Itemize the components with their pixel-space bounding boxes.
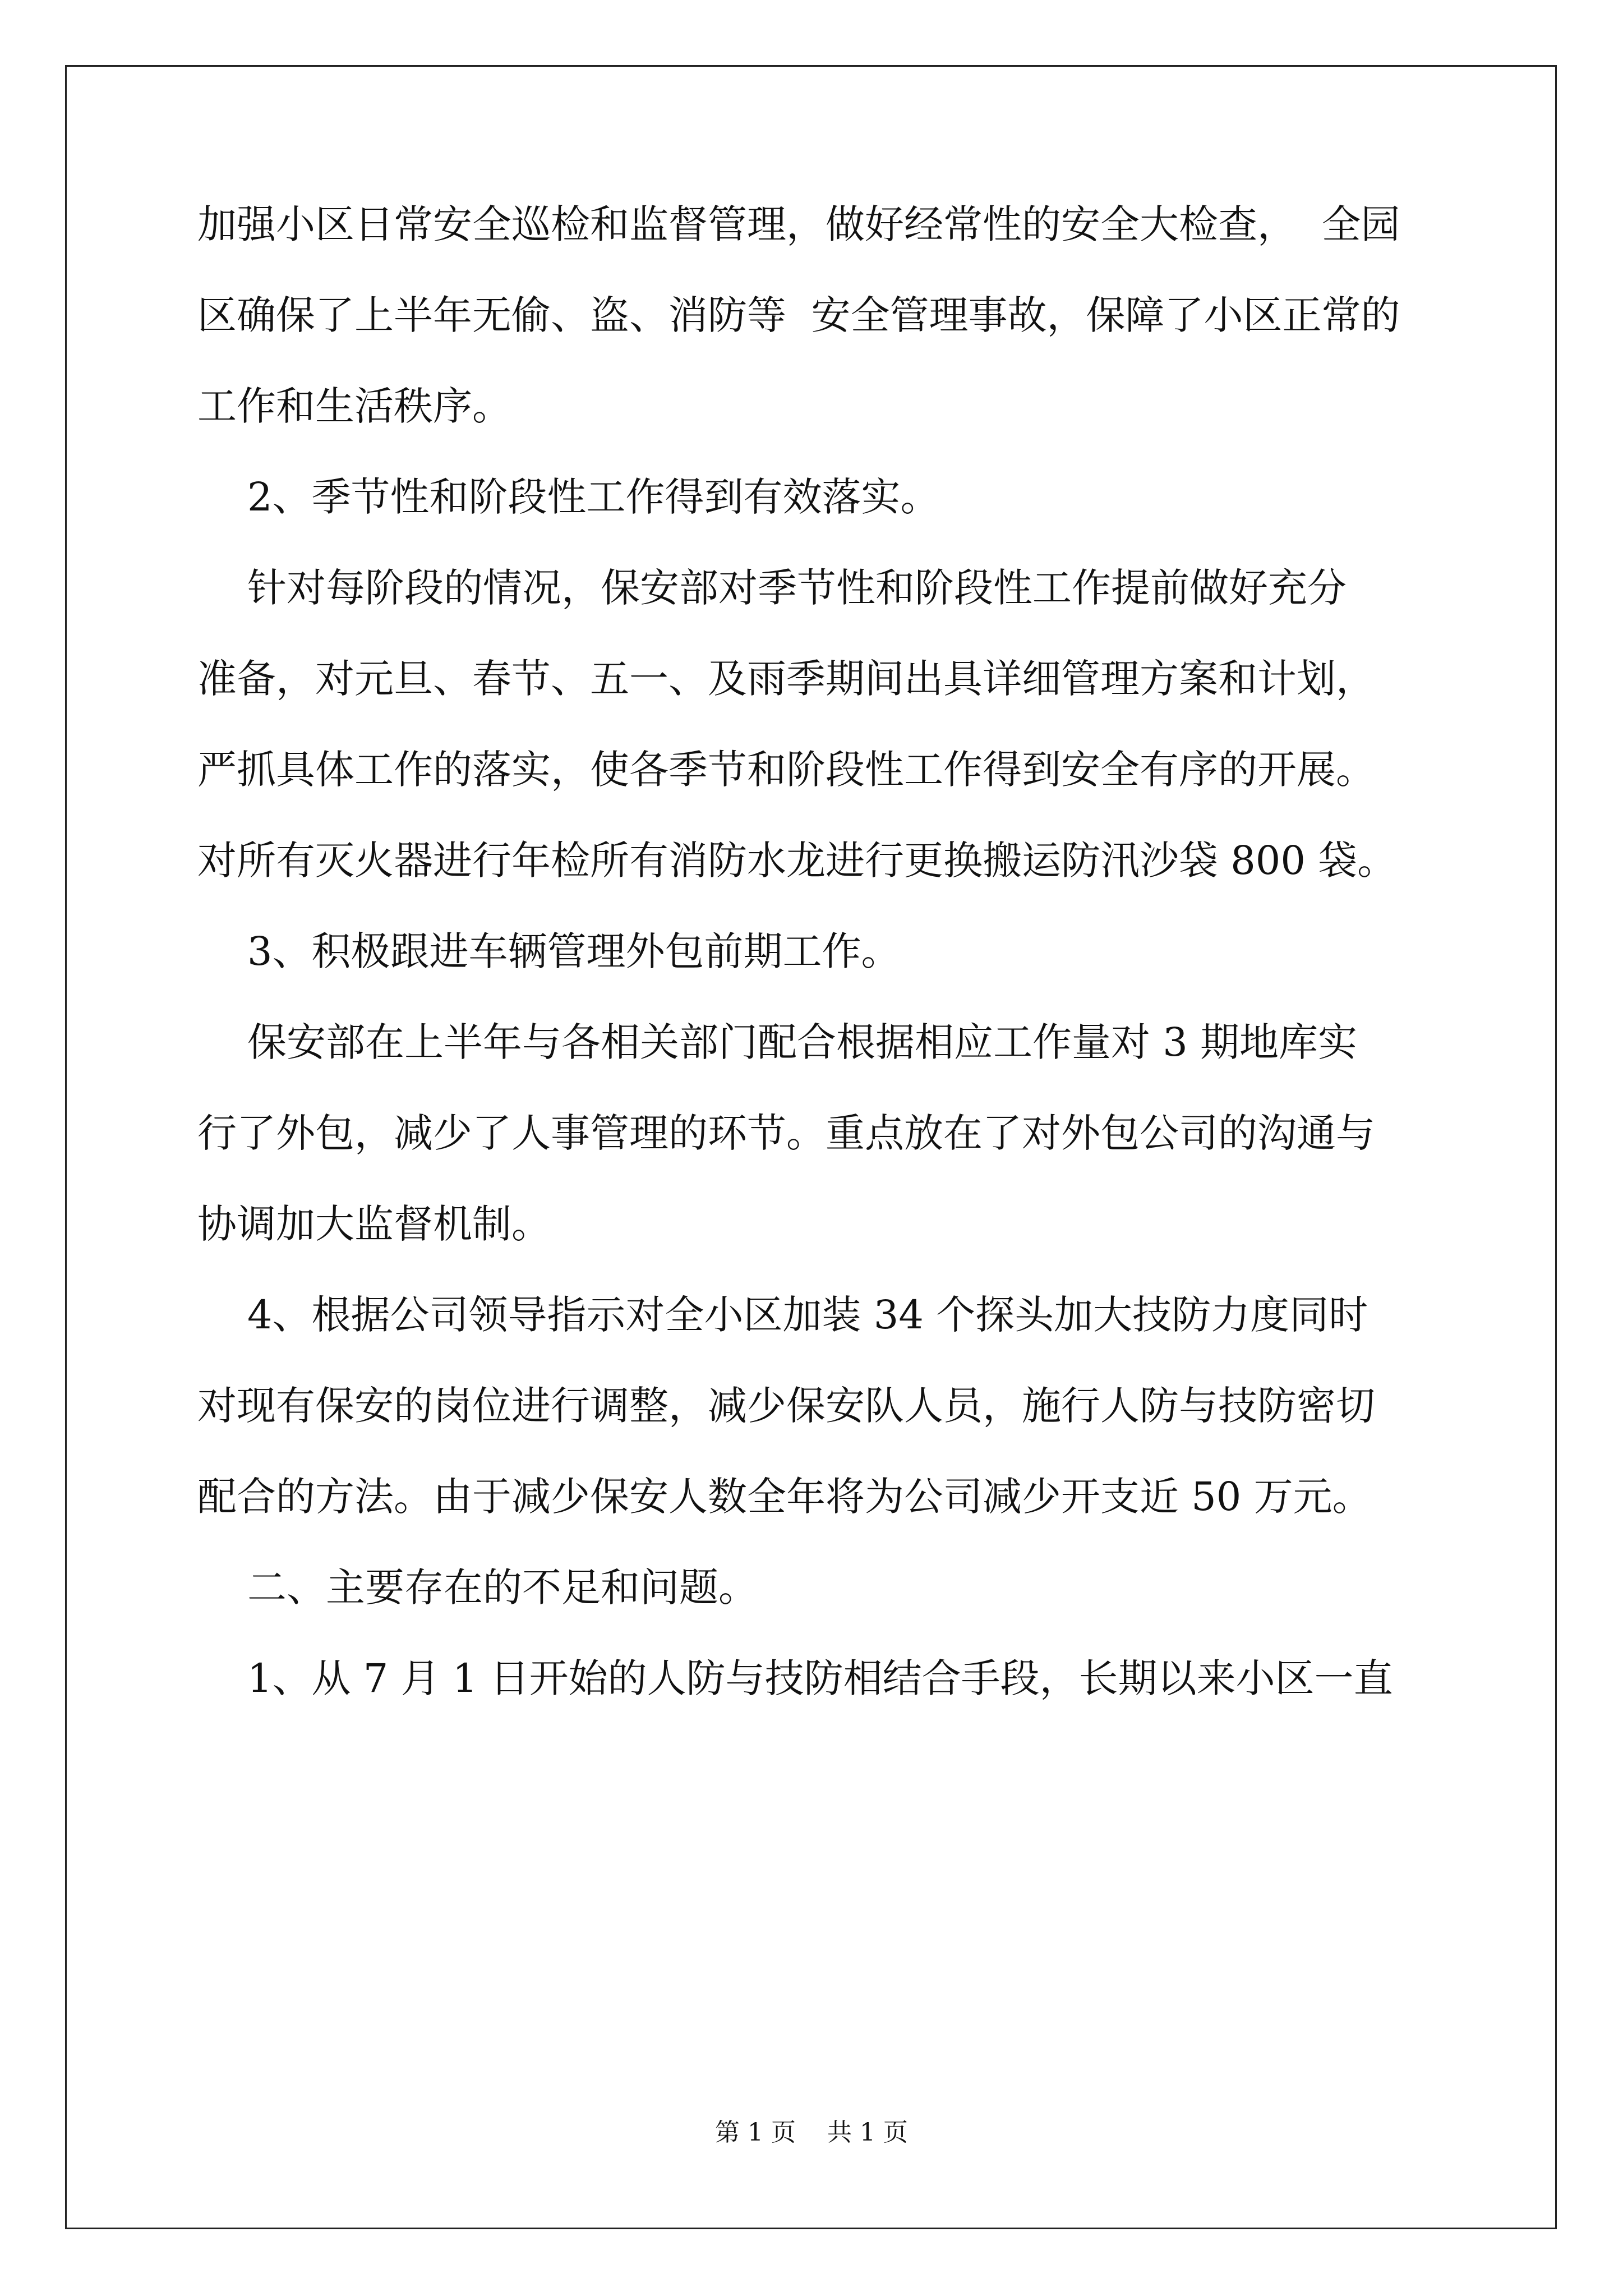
text-line: 4、根据公司领导指示对全小区加装 34 个探头加大技防力度同时 [197,1292,1368,1338]
text-line: 加强小区日常安全巡检和监督管理，做好经常性的安全大检查， 全园 [197,201,1400,247]
text-line: 工作和生活秩序。 [197,383,511,429]
text-line: 协调加大监督机制。 [197,1201,551,1247]
text-line: 3、积极跟进车辆管理外包前期工作。 [197,928,901,974]
text-line: 行了外包，减少了人事管理的环节。重点放在了对外包公司的沟通与 [197,1110,1375,1156]
text-line: 配合的方法。由于减少保安人数全年将为公司减少开支近 50 万元。 [197,1474,1372,1520]
text-line: 2、季节性和阶段性工作得到有效落实。 [197,474,940,520]
text-line: 对现有保安的岗位进行调整，减少保安队人员，施行人防与技防密切 [197,1383,1375,1429]
text-line: 1、从 7 月 1 日开始的人防与技防相结合手段，长期以来小区一直 [197,1655,1393,1701]
text-line: 二、主要存在的不足和问题。 [197,1565,758,1611]
text-line: 准备，对元旦、春节、五一、及雨季期间出具详细管理方案和计划， [197,656,1375,702]
page-footer: 第 1 页 共 1 页 [715,2118,908,2147]
text-line: 严抓具体工作的落实，使各季节和阶段性工作得到安全有序的开展。 [197,747,1375,793]
text-line: 针对每阶段的情况，保安部对季节性和阶段性工作提前做好充分 [197,565,1347,611]
text-line: 保安部在上半年与各相关部门配合根据相应工作量对 3 期地库实 [197,1019,1358,1065]
text-line: 对所有灭火器进行年检所有消防水龙进行更换搬运防汛沙袋 800 袋。 [197,838,1397,884]
text-line: 区确保了上半年无偷、盗、消防等 安全管理事故，保障了小区正常的 [197,292,1400,338]
